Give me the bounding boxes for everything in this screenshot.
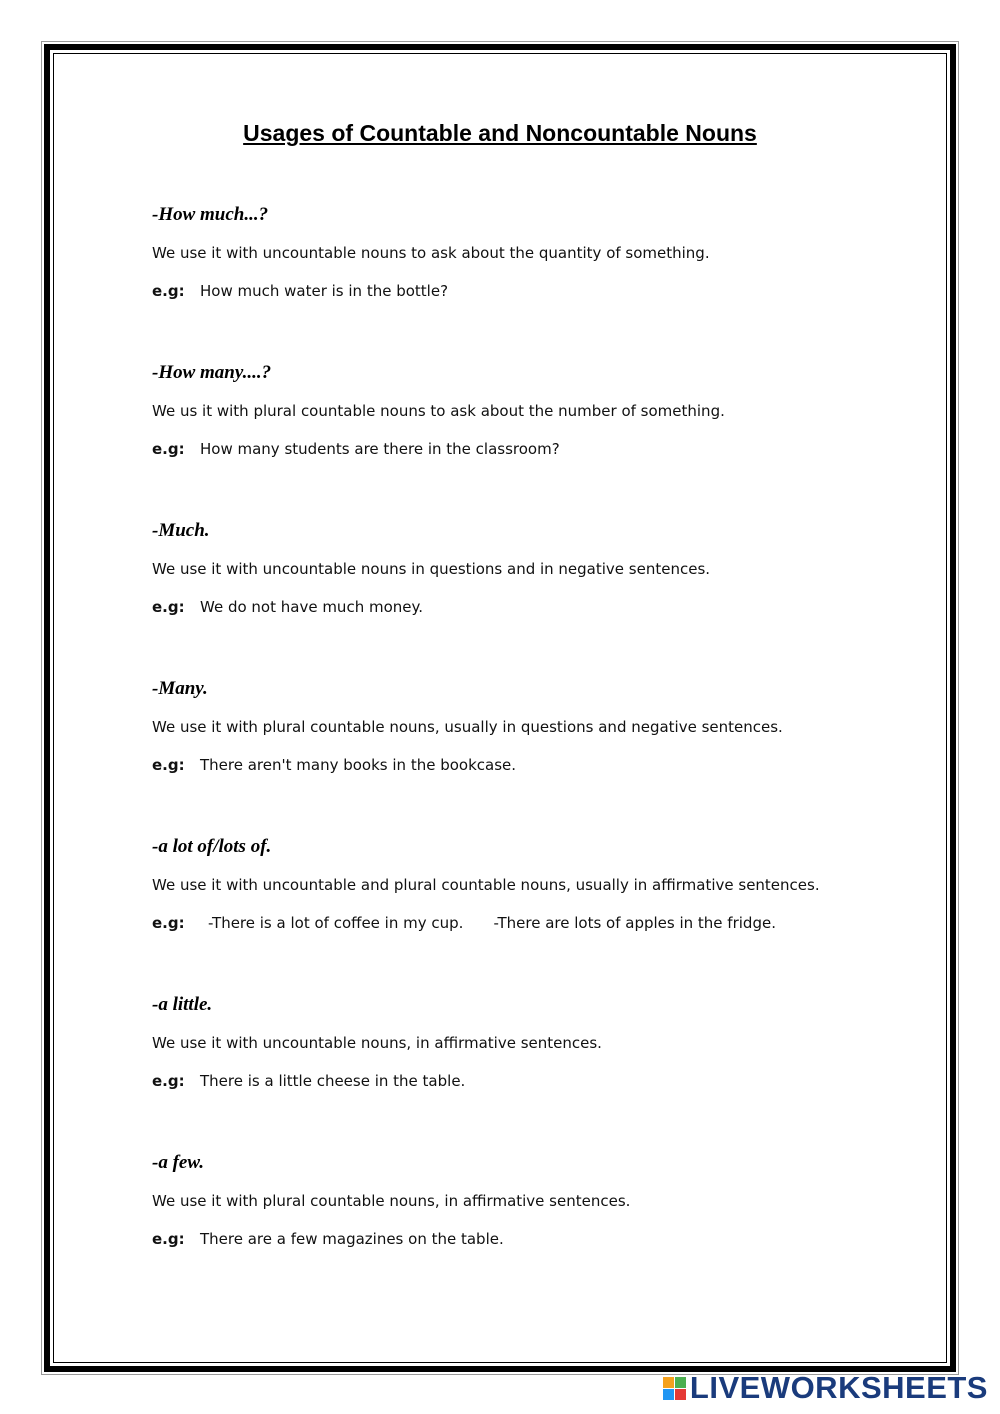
section-description: We use it with uncountable nouns in questions and in negative sentences. <box>152 560 711 578</box>
example-text: We do not have much money. <box>200 598 423 616</box>
example-text: How many students are there in the classroom? <box>200 440 560 458</box>
section-a-few <box>152 1151 912 1249</box>
section-how-much <box>152 203 912 301</box>
example-label: e.g: <box>152 1072 185 1090</box>
section-description: We use it with plural countable nouns, usually in questions and negative sentences. <box>152 718 783 736</box>
section-a-little <box>152 993 912 1091</box>
section-example <box>152 913 912 933</box>
example-text: There aren't many books in the bookcase. <box>200 756 517 774</box>
liveworksheets-logo <box>663 1370 988 1406</box>
example-text: There are a few magazines on the table. <box>200 1230 504 1248</box>
section-heading: -Many. <box>152 678 208 699</box>
section-example <box>152 1071 912 1091</box>
section-how-many <box>152 361 912 459</box>
section-example <box>152 597 912 617</box>
section-much <box>152 519 912 617</box>
liveworksheets-logo-icon <box>663 1377 686 1400</box>
section-heading: -How many....? <box>152 362 272 383</box>
section-description: We use it with uncountable nouns to ask about the quantity of something. <box>152 244 710 262</box>
section-heading: -a little. <box>152 994 213 1015</box>
section-a-lot-of <box>152 835 912 933</box>
example-text-2: -There are lots of apples in the fridge. <box>493 914 776 932</box>
section-heading: -a few. <box>152 1152 205 1173</box>
section-example <box>152 281 912 301</box>
section-heading: -Much. <box>152 520 210 541</box>
page-title: Usages of Countable and Noncountable Nouns <box>243 120 757 146</box>
section-description: We use it with uncountable and plural countable nouns, usually in affirmative sentences. <box>152 876 820 894</box>
example-text: There is a little cheese in the table. <box>200 1072 466 1090</box>
example-label: e.g: <box>152 598 185 616</box>
example-label: e.g: <box>152 756 185 774</box>
section-description: We us it with plural countable nouns to ask about the number of something. <box>152 402 725 420</box>
logo-text: LIVEWORKSHEETS <box>689 1370 988 1405</box>
example-label: e.g: <box>152 440 185 458</box>
example-label: e.g: <box>152 914 185 932</box>
section-example <box>152 755 912 775</box>
section-heading: -How much...? <box>152 204 269 225</box>
example-text: How much water is in the bottle? <box>200 282 449 300</box>
example-label: e.g: <box>152 1230 185 1248</box>
example-label: e.g: <box>152 282 185 300</box>
section-heading: -a lot of/lots of. <box>152 836 272 857</box>
section-example <box>152 439 912 459</box>
section-description: We use it with uncountable nouns, in affirmative sentences. <box>152 1034 602 1052</box>
example-text: -There is a lot of coffee in my cup. <box>208 914 464 932</box>
section-many <box>152 677 912 775</box>
section-description: We use it with plural countable nouns, in affirmative sentences. <box>152 1192 631 1210</box>
section-example <box>152 1229 912 1249</box>
